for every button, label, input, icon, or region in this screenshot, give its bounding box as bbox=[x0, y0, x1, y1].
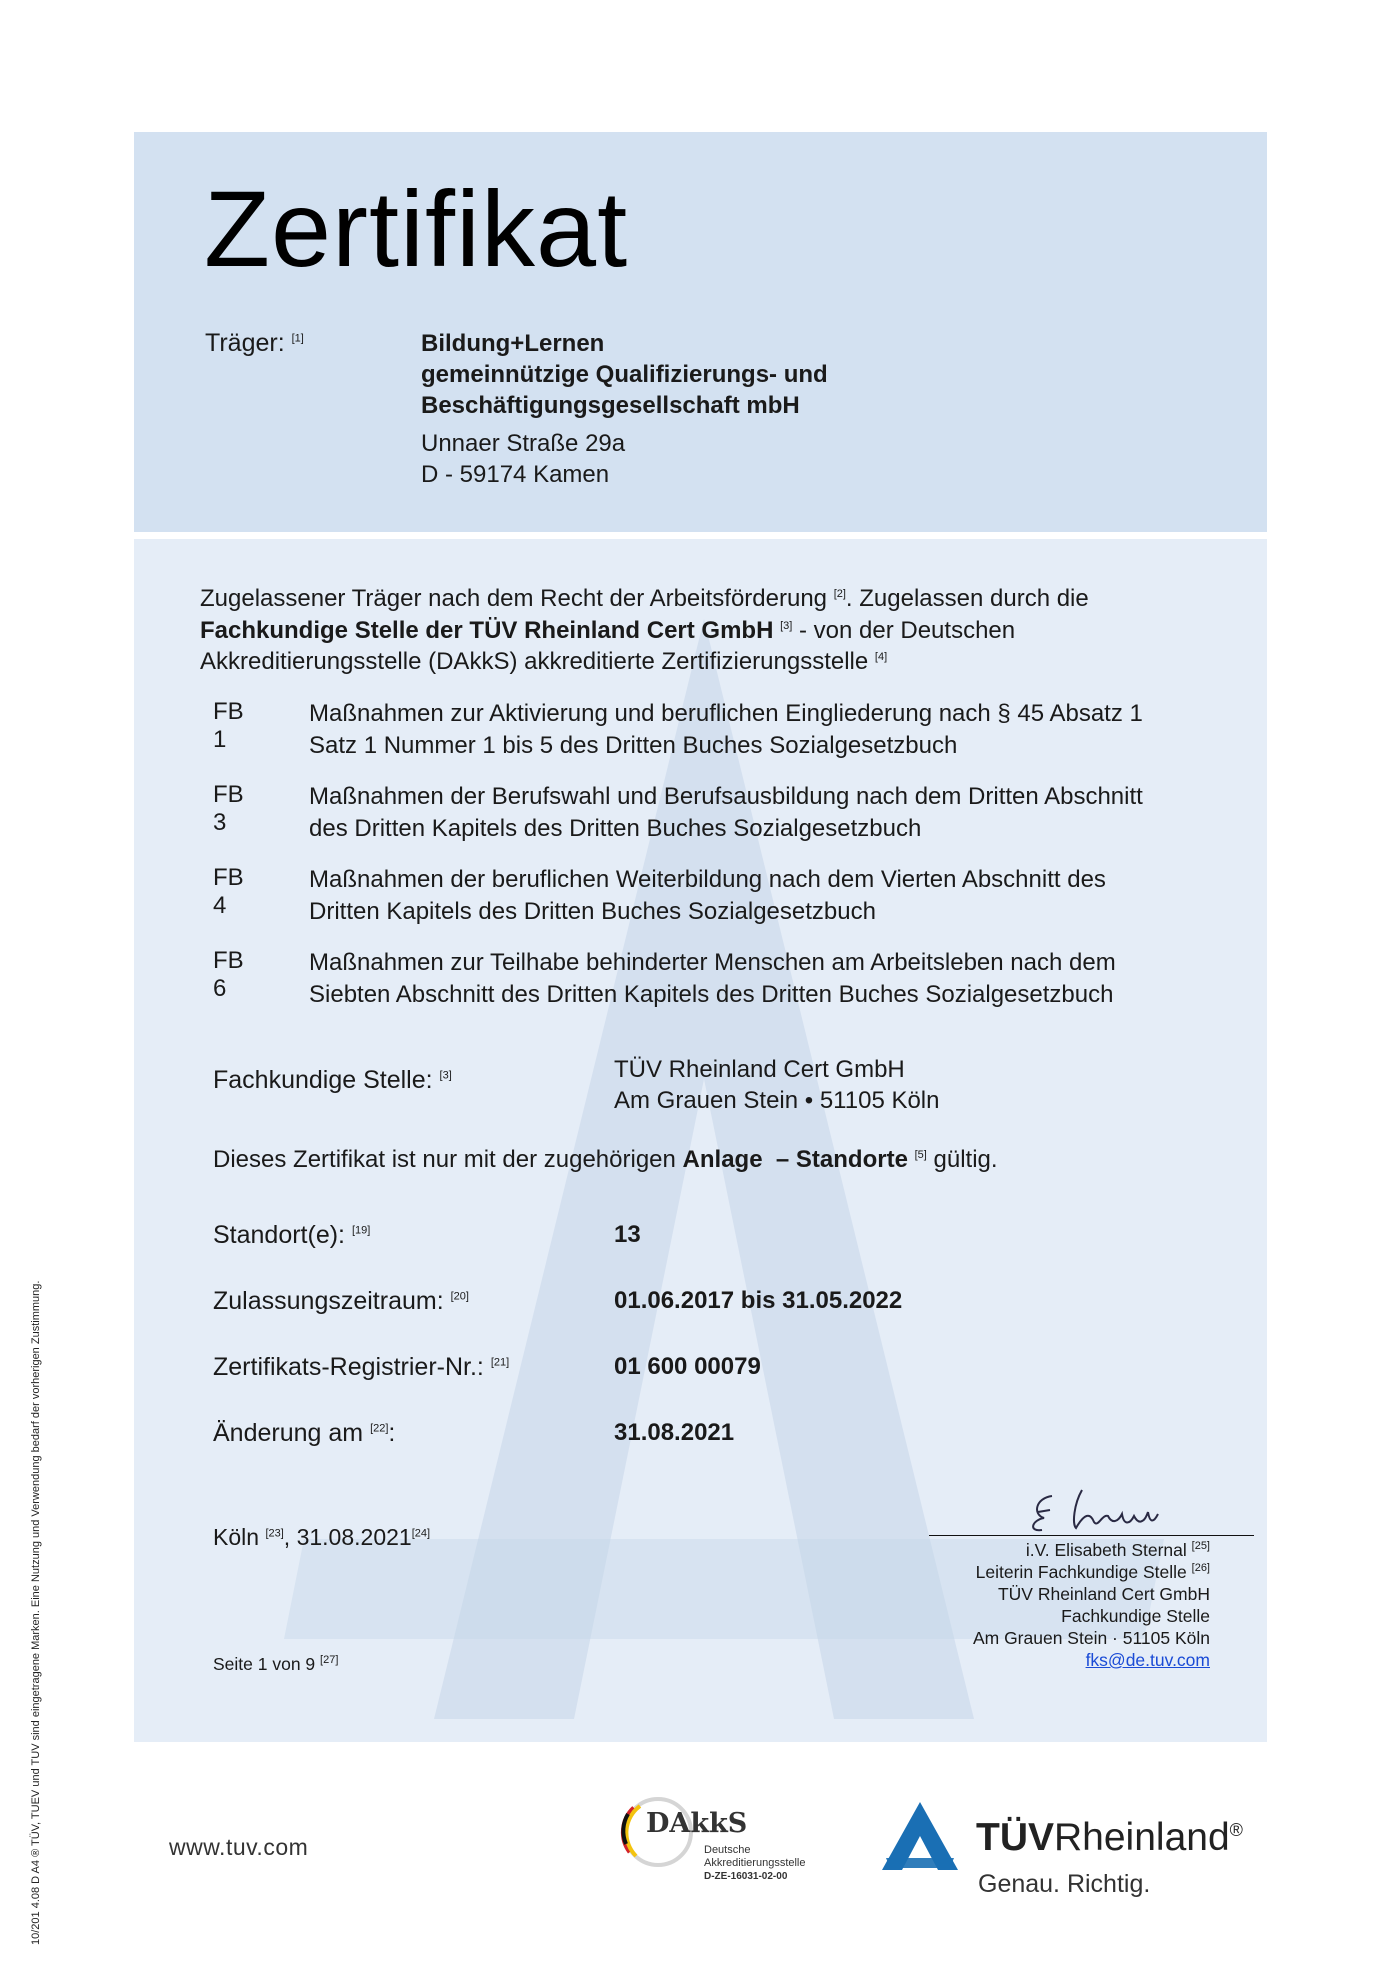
org-street: Unnaer Straße 29a bbox=[421, 430, 626, 457]
traeger-label: Träger: [1] bbox=[205, 329, 304, 357]
tuv-brand: TÜVRheinland® bbox=[976, 1816, 1243, 1859]
page-title: Zertifikat bbox=[204, 168, 629, 289]
org-name-line3: Beschäftigungsgesellschaft mbH bbox=[421, 392, 800, 419]
side-legal-text: 10/201 4.08 D A4 ® TÜV, TUEV und TUV sind eingetragene Marken. Eine Nutzung und Verwendung bedarf der vorherigen Zustimmung. bbox=[30, 1280, 42, 1945]
zulassungszeitraum-value: 01.06.2017 bis 31.05.2022 bbox=[614, 1287, 903, 1314]
intro-paragraph bbox=[200, 583, 1240, 678]
aenderung-label: Änderung am [22]: bbox=[213, 1419, 396, 1447]
signature-line bbox=[929, 1535, 1254, 1536]
certificate-body bbox=[134, 539, 1267, 1742]
fachkundige-label: Fachkundige Stelle: [3] bbox=[213, 1066, 452, 1094]
fb-code: FB 6 bbox=[213, 947, 244, 1002]
intro-line2: Fachkundige Stelle der TÜV Rheinland Cert GmbH [3] - von der Deutschen bbox=[200, 616, 1016, 644]
standorte-value: 13 bbox=[614, 1221, 641, 1248]
fb-code: FB 1 bbox=[213, 698, 244, 753]
org-name-line2: gemeinnützige Qualifizierungs- und bbox=[421, 361, 828, 388]
fb-text: Maßnahmen der Berufswahl und Berufsausbildung nach dem Dritten Abschnitt des Dritten Kapitels des Dritten Buches Sozialgesetzbuch bbox=[309, 783, 1143, 842]
page-number: Seite 1 von 9 [27] bbox=[213, 1654, 339, 1674]
traeger-block bbox=[421, 328, 828, 490]
zulassungszeitraum-label: Zulassungszeitraum: [20] bbox=[213, 1287, 469, 1315]
dakks-name: DAkkS bbox=[646, 1808, 748, 1839]
website-link[interactable]: www.tuv.com bbox=[169, 1834, 309, 1860]
signatory-block: i.V. Elisabeth Sternal [25] Leiterin Fachkundige Stelle [26] TÜV Rheinland Cert GmbH Fachkundige Stelle Am Grauen Stein · 51105 Köln fks@de.tuv.com bbox=[972, 1540, 1210, 1670]
fb-text: Maßnahmen zur Teilhabe behinderter Menschen am Arbeitsleben nach dem Siebten Abschnitt des Dritten Kapitels des Dritten Buches Sozialgesetzbuch bbox=[309, 949, 1116, 1008]
fb-code: FB 3 bbox=[213, 781, 244, 836]
fb-code: FB 4 bbox=[213, 864, 244, 919]
fb-text: Maßnahmen zur Aktivierung und beruflichen Eingliederung nach § 45 Absatz 1 Satz 1 Nummer 1 bis 5 des Dritten Buches Sozialgesetzbuch bbox=[309, 700, 1143, 759]
fachkundige-address: TÜV Rheinland Cert GmbH Am Grauen Stein • 51105 Köln bbox=[614, 1056, 940, 1114]
tuv-slogan: Genau. Richtig. bbox=[978, 1870, 1151, 1898]
intro-line1: Zugelassener Träger nach dem Recht der Arbeitsförderung [2]. Zugelassen durch die bbox=[200, 585, 1089, 612]
header-panel bbox=[134, 132, 1267, 532]
place-date: Köln [23], 31.08.2021[24] bbox=[213, 1524, 431, 1550]
registrier-nr-label: Zertifikats-Registrier-Nr.: [21] bbox=[213, 1353, 510, 1381]
validity-note: Dieses Zertifikat ist nur mit der zugehörigen Anlage – Standorte [5] gültig. bbox=[213, 1146, 998, 1173]
dakks-logo bbox=[616, 1796, 836, 1896]
org-city: D - 59174 Kamen bbox=[421, 461, 610, 488]
standorte-label: Standort(e): [19] bbox=[213, 1221, 371, 1249]
registrier-nr-value: 01 600 00079 bbox=[614, 1353, 761, 1380]
org-name-line1: Bildung+Lernen bbox=[421, 330, 605, 357]
dakks-text: Deutsche Akkreditierungsstelle D-ZE-16031-02-00 bbox=[704, 1844, 806, 1882]
aenderung-value: 31.08.2021 bbox=[614, 1419, 735, 1446]
tuv-triangle-icon bbox=[880, 1800, 960, 1872]
email-link[interactable]: fks@de.tuv.com bbox=[1085, 1650, 1210, 1670]
signature-icon bbox=[1024, 1484, 1184, 1534]
intro-line3: Akkreditierungsstelle (DAkkS) akkreditierte Zertifizierungsstelle [4] bbox=[200, 648, 888, 675]
fb-text: Maßnahmen der beruflichen Weiterbildung nach dem Vierten Abschnitt des Dritten Kapitels des Dritten Buches Sozialgesetzbuch bbox=[309, 866, 1106, 925]
